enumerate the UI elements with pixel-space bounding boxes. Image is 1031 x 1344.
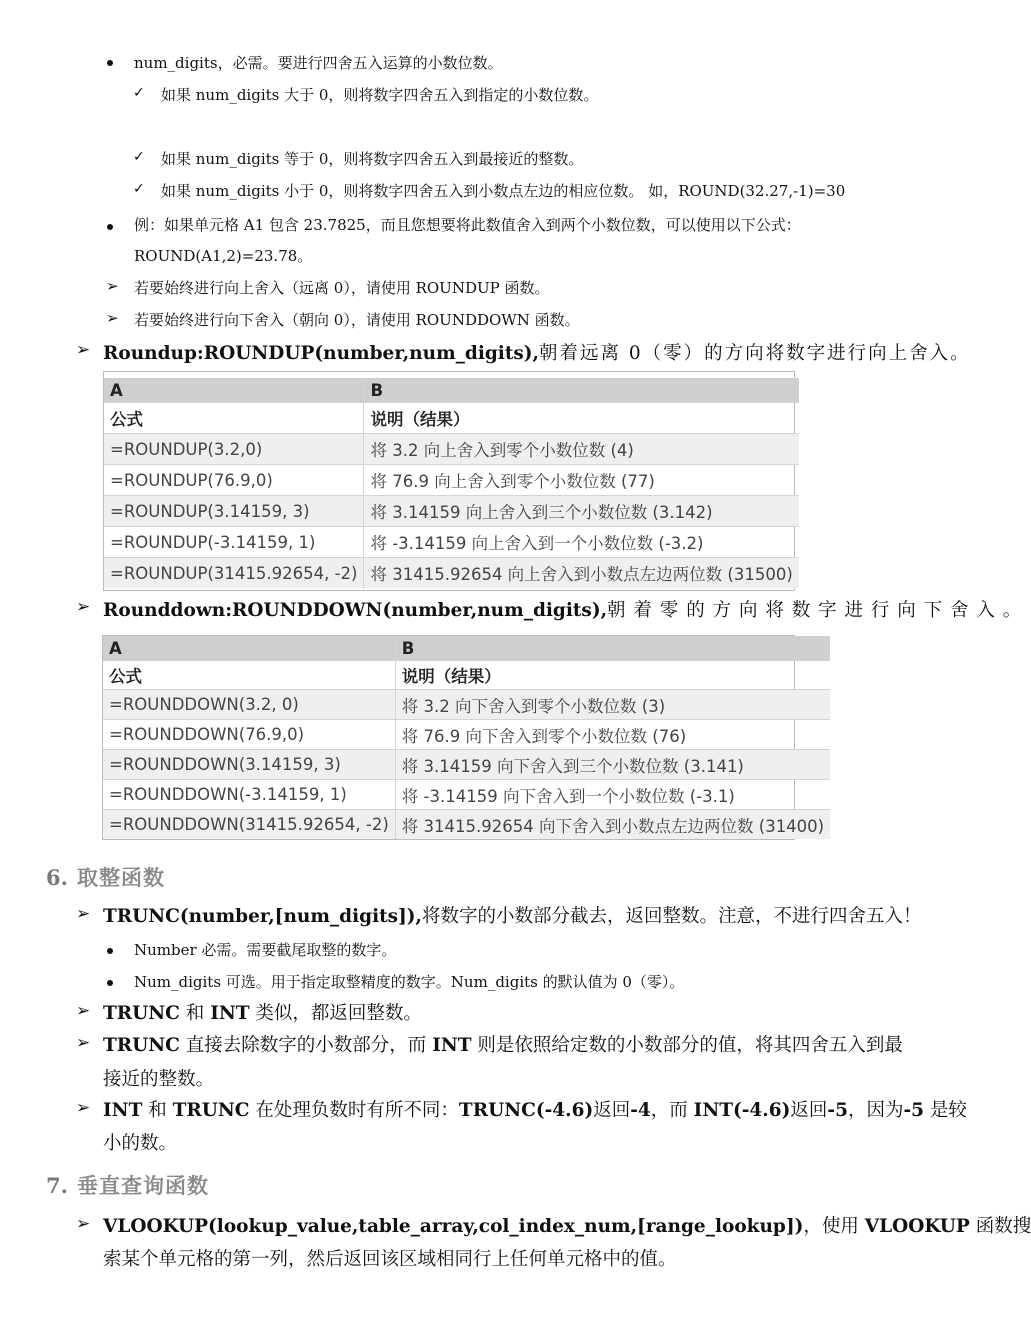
description-cell: 将 3.2 向下舍入到零个小数位数 (3): [395, 690, 830, 720]
formula-cell: =ROUNDDOWN(-3.14159, 1): [103, 780, 395, 810]
roundup-heading-func: Roundup:ROUNDUP(number,num_digits),: [103, 343, 539, 364]
rounddown-table: [103, 636, 830, 839]
trunc-int-similar: [103, 999, 422, 1025]
arrow-bullet-icon: ➢: [106, 277, 119, 295]
section-title: 取整函数: [77, 866, 166, 890]
result-value: -5: [903, 1100, 925, 1121]
table-subheader-row: [104, 403, 799, 434]
check-icon: ✓: [133, 85, 145, 101]
description-cell: 将 3.14159 向下舍入到三个小数位数 (3.141): [395, 750, 830, 780]
arrow-bullet-icon: ➢: [106, 309, 119, 327]
table-row: [103, 720, 830, 750]
example-line-1: 例：如果单元格 A1 包含 23.7825，而且您想要将此数值舍入到两个小数位数，可以使用以下公式：: [134, 216, 801, 234]
check-equal-text: 如果 num_digits 等于 0，则将数字四舍五入到最接近的整数。: [161, 150, 584, 168]
rounddown-heading: [103, 596, 1022, 622]
subheader-formula: 公式: [104, 403, 364, 434]
description-cell: 将 -3.14159 向上舍入到一个小数位数 (-3.2): [364, 527, 799, 558]
arrow-bullet-icon: ➢: [76, 1001, 91, 1021]
rounddown-heading-func: Rounddown:ROUNDDOWN(number,num_digits),: [103, 600, 608, 621]
formula-cell: =ROUNDUP(3.14159, 3): [104, 496, 364, 527]
trunc-keyword: TRUNC: [103, 1035, 180, 1056]
bullet-dot: [107, 980, 113, 986]
trunc-keyword: TRUNC: [103, 1003, 180, 1024]
trunc-number-item: Number 必需。需要截尾取整的数字。: [134, 941, 397, 959]
section-number: 7.: [46, 1173, 68, 1198]
table-row: [104, 527, 799, 558]
arrow-bullet-icon: ➢: [76, 904, 91, 924]
int-keyword: INT: [432, 1035, 472, 1056]
section-number: 6.: [46, 865, 68, 890]
description-cell: 将 -3.14159 向下舍入到一个小数位数 (-3.1): [395, 780, 830, 810]
roundup-tip: 若要始终进行向上舍入（远离 0），请使用 ROUNDUP 函数。: [134, 279, 550, 297]
formula-cell: =ROUNDUP(3.2,0): [104, 434, 364, 465]
table-row: [103, 780, 830, 810]
trunc-heading: [103, 902, 922, 928]
subheader-description: 说明（结果）: [364, 403, 799, 434]
roundup-table: [104, 378, 799, 588]
table-row: [104, 558, 799, 589]
arrow-bullet-icon: ➢: [76, 1214, 91, 1234]
check-less-text: 如果 num_digits 小于 0，则将数字四舍五入到小数点左边的相应位数。 如，ROUND(32.27,-1)=30: [161, 182, 846, 200]
text-fragment: 类似，都返回整数。: [249, 1003, 422, 1024]
rounddown-tip: 若要始终进行向下舍入（朝向 0），请使用 ROUNDDOWN 函数。: [134, 311, 580, 329]
trunc-example: TRUNC(-4.6): [458, 1100, 594, 1121]
int-keyword: INT: [210, 1003, 250, 1024]
check-icon: ✓: [133, 181, 145, 197]
table-header-row: [103, 636, 830, 661]
text-fragment: 函数搜: [969, 1216, 1031, 1237]
text-fragment: 直接去除数字的小数部分，而: [179, 1035, 433, 1056]
formula-cell: =ROUNDDOWN(3.2, 0): [103, 690, 395, 720]
trunc-int-diff: [103, 1031, 903, 1057]
result-value: -5: [827, 1100, 848, 1121]
check-icon: ✓: [133, 149, 145, 165]
trunc-keyword: TRUNC: [172, 1100, 250, 1121]
arrow-bullet-icon: ➢: [76, 340, 91, 360]
column-header-a: A: [104, 378, 364, 403]
description-cell: 将 3.2 向上舍入到零个小数位数 (4): [364, 434, 799, 465]
section-title: 垂直查询函数: [77, 1174, 210, 1198]
text-fragment: 则是依照给定数的小数部分的值，将其四舍五入到最: [471, 1035, 903, 1056]
subheader-description: 说明（结果）: [395, 661, 830, 690]
text-fragment: 返回: [593, 1100, 631, 1121]
column-header-b: B: [364, 378, 799, 403]
text-fragment: 和: [179, 1003, 211, 1024]
num-digits-item: num_digits，必需。要进行四舍五入运算的小数位数。: [134, 54, 503, 72]
formula-cell: =ROUNDDOWN(76.9,0): [103, 720, 395, 750]
formula-cell: =ROUNDDOWN(31415.92654, -2): [103, 810, 395, 840]
check-greater-text: 如果 num_digits 大于 0，则将数字四舍五入到指定的小数位数。: [161, 86, 599, 104]
formula-cell: =ROUNDUP(-3.14159, 1): [104, 527, 364, 558]
bullet-dot: [107, 224, 113, 230]
int-example: INT(-4.6): [693, 1100, 791, 1121]
table-subheader-row: [103, 661, 830, 690]
example-line-2: ROUND(A1,2)=23.78。: [134, 247, 313, 265]
text-fragment: ，因为: [847, 1100, 904, 1121]
text-fragment: 返回: [790, 1100, 828, 1121]
bullet-dot: [107, 60, 113, 66]
table-row: [104, 434, 799, 465]
column-header-a: A: [103, 636, 395, 661]
arrow-bullet-icon: ➢: [76, 1098, 91, 1118]
vlookup-heading: [103, 1212, 1031, 1238]
trunc-num-digits-item: Num_digits 可选。用于指定取整精度的数字。Num_digits 的默认值为 0（零）。: [134, 973, 685, 991]
text-fragment: 和: [142, 1100, 173, 1121]
table-row: [104, 465, 799, 496]
rounddown-heading-desc: 朝 着 零 的 方 向 将 数 字 进 行 向 下 舍 入 。: [607, 600, 1023, 621]
negative-handling-line-2: 小的数。: [103, 1133, 178, 1154]
formula-cell: =ROUNDUP(76.9,0): [104, 465, 364, 496]
arrow-bullet-icon: ➢: [76, 597, 91, 617]
description-cell: 将 76.9 向下舍入到零个小数位数 (76): [395, 720, 830, 750]
vlookup-line-2: 索某个单元格的第一列，然后返回该区域相同行上任何单元格中的值。: [103, 1249, 677, 1270]
result-value: -4: [630, 1100, 651, 1121]
vlookup-keyword: VLOOKUP: [864, 1216, 970, 1237]
description-cell: 将 3.14159 向上舍入到三个小数位数 (3.142): [364, 496, 799, 527]
column-header-b: B: [395, 636, 830, 661]
table-header-row: [104, 378, 799, 403]
bullet-dot: [107, 948, 113, 954]
roundup-heading-desc: 朝着远离 0（零）的方向将数字进行向上舍入。: [538, 343, 971, 364]
table-row: [103, 810, 830, 840]
int-keyword: INT: [103, 1100, 143, 1121]
text-fragment: ，而: [650, 1100, 694, 1121]
description-cell: 将 76.9 向上舍入到零个小数位数 (77): [364, 465, 799, 496]
negative-handling: [103, 1096, 967, 1122]
table-row: [103, 690, 830, 720]
section-6-heading: [46, 862, 165, 892]
formula-cell: =ROUNDDOWN(3.14159, 3): [103, 750, 395, 780]
text-fragment: ，使用: [803, 1216, 865, 1237]
trunc-desc: 将数字的小数部分截去，返回整数。注意，不进行四舍五入！: [422, 906, 922, 927]
description-cell: 将 31415.92654 向上舍入到小数点左边两位数 (31500): [364, 558, 799, 589]
subheader-formula: 公式: [103, 661, 395, 690]
text-fragment: 是较: [924, 1100, 967, 1121]
formula-cell: =ROUNDUP(31415.92654, -2): [104, 558, 364, 589]
description-cell: 将 31415.92654 向下舍入到小数点左边两位数 (31400): [395, 810, 830, 840]
table-row: [104, 496, 799, 527]
section-7-heading: [46, 1170, 209, 1200]
arrow-bullet-icon: ➢: [76, 1033, 91, 1053]
table-row: [103, 750, 830, 780]
roundup-heading: [103, 339, 971, 365]
trunc-int-diff-line-2: 接近的整数。: [103, 1069, 215, 1090]
text-fragment: 在处理负数时有所不同：: [249, 1100, 459, 1121]
vlookup-signature: VLOOKUP(lookup_value,table_array,col_index_num,[range_lookup]): [103, 1216, 804, 1237]
trunc-func: TRUNC(number,[num_digits]),: [103, 906, 422, 927]
